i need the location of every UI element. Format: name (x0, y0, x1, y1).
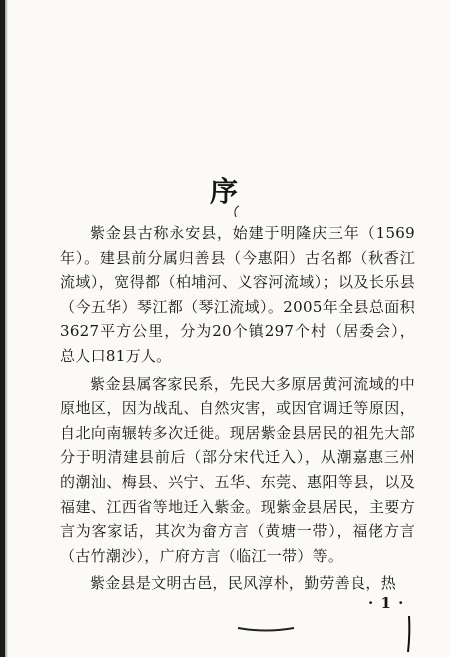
ink-smudge (236, 624, 296, 634)
body-text (60, 221, 415, 596)
paragraph-2: 紫金县属客家民系，先民大多原居黄河流域的中原地区，因为战乱、自然灾害，或因官调迁等原因，自北向南辗转多次迁徙。现居紫金县居民的祖先大部分于明清建县前后（部分宋代迁入），从潮嘉惠三州的潮汕、梅县、兴宁、五华、东莞、惠阳等县，以及福建、江西省等地迁入紫金。现紫金县居民，主要方言为客家话，其次为畲方言（黄塘一带），福佬方言（古竹潮沙），广府方言（临江一带）等。 (60, 374, 415, 565)
page-title: 序 (209, 175, 240, 208)
paragraph-1: 紫金县古称永安县，始建于明隆庆三年（1569年）。建县前分属归善县（今惠阳）古名都（秋香江流域），宽得都（柏埔河、义容河流域）；以及长乐县（今五华）琴江都（琴江流域）。2005年全县总面积3627平方公里，分为20个镇297个村（居委会），总人口81万人。 (60, 224, 415, 365)
edge-mark (405, 614, 413, 654)
page-number: · 1 · (368, 594, 405, 612)
paragraph-3: 紫金县是文明古邑，民风淳朴，勤劳善良，热 (90, 574, 397, 593)
scan-edge-shadow (5, 0, 8, 657)
ink-mark (232, 205, 242, 219)
